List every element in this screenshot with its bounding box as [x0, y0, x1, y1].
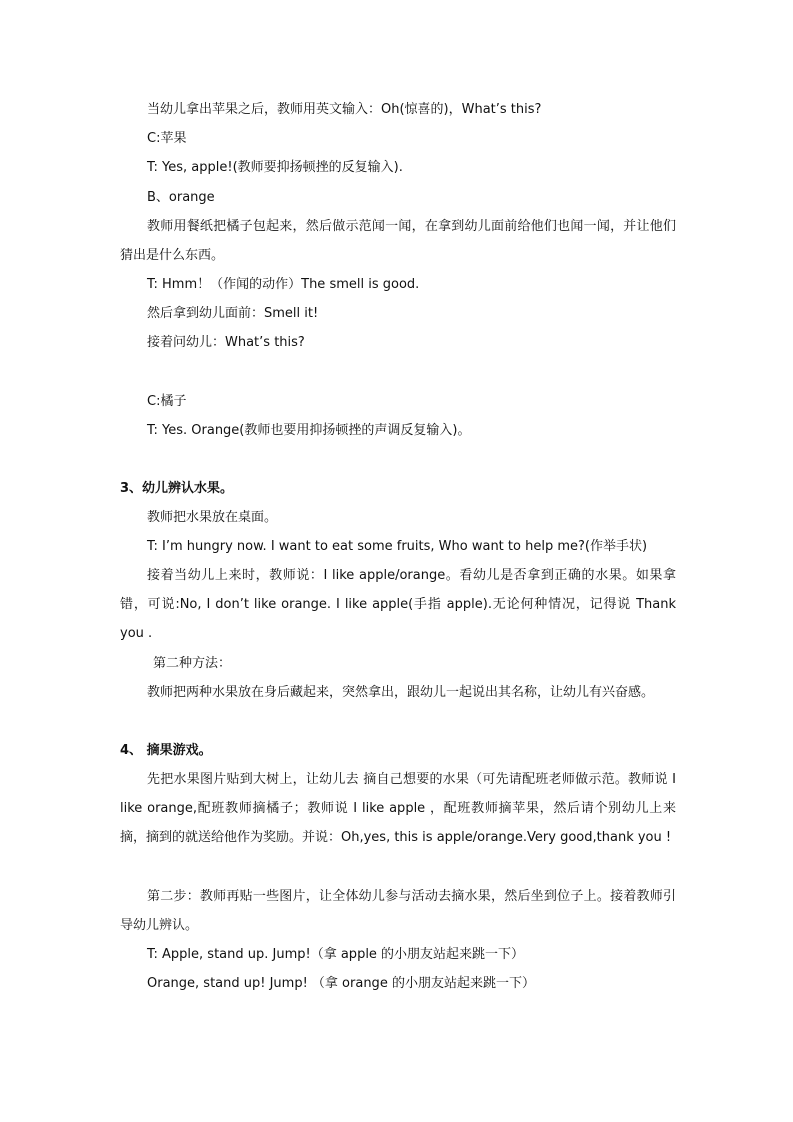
- paragraph: C:苹果: [147, 131, 187, 146]
- paragraph: 第二种方法：: [153, 656, 232, 671]
- paragraph: 接着问幼儿：What’s this?: [147, 335, 305, 350]
- paragraph: 教师把两种水果放在身后藏起来，突然拿出，跟幼儿一起说出其名称，让幼儿有兴奋感。: [147, 685, 655, 700]
- paragraph: 接着当幼儿上来时，教师说：I like apple/orange。看幼儿是否拿到正确的水果。如果拿错，可说:No, I don’t like orange. I like apple(手指 apple).无论何种情况，记得说 Thank you .: [120, 568, 676, 641]
- paragraph: 当幼儿拿出苹果之后，教师用英文输入：Oh(惊喜的)，What’s this?: [147, 102, 542, 117]
- paragraph: T: Hmm！（作闻的动作）The smell is good.: [147, 277, 420, 292]
- paragraph: 先把水果图片贴到大树上，让幼儿去 摘自己想要的水果（可先请配班老师做示范。教师说 I like orange,配班教师摘橘子；教师说 I like apple ，配班教师摘苹果，然后请个别幼儿上来摘，摘到的就送给他作为奖励。并说：Oh,yes, this is apple/orange.Very good,thank you !: [120, 772, 676, 845]
- paragraph: Orange, stand up! Jump! （拿 orange 的小朋友站起来跳一下）: [147, 976, 535, 991]
- paragraph: T: Apple, stand up. Jump!（拿 apple 的小朋友站起来跳一下）: [147, 947, 525, 962]
- paragraph: T: Yes, apple!(教师要抑扬顿挫的反复输入).: [147, 160, 403, 175]
- section-heading: 3、幼儿辨认水果。: [120, 481, 234, 496]
- paragraph: 然后拿到幼儿面前：Smell it!: [147, 306, 319, 321]
- paragraph: 第二步：教师再贴一些图片，让全体幼儿参与活动去摘水果，然后坐到位子上。接着教师引导幼儿辨认。: [120, 889, 676, 933]
- paragraph: T: I’m hungry now. I want to eat some fruits, Who want to help me?(作举手状): [147, 539, 648, 554]
- paragraph: B、orange: [147, 190, 215, 205]
- paragraph: C:橘子: [147, 394, 187, 409]
- paragraph: T: Yes. Orange(教师也要用抑扬顿挫的声调反复输入)。: [147, 423, 471, 438]
- paragraph: 教师用餐纸把橘子包起来，然后做示范闻一闻，在拿到幼儿面前给他们也闻一闻，并让他们猜出是什么东西。: [120, 219, 676, 263]
- paragraph: 教师把水果放在桌面。: [147, 510, 278, 525]
- section-heading: 4、 摘果游戏。: [120, 743, 212, 758]
